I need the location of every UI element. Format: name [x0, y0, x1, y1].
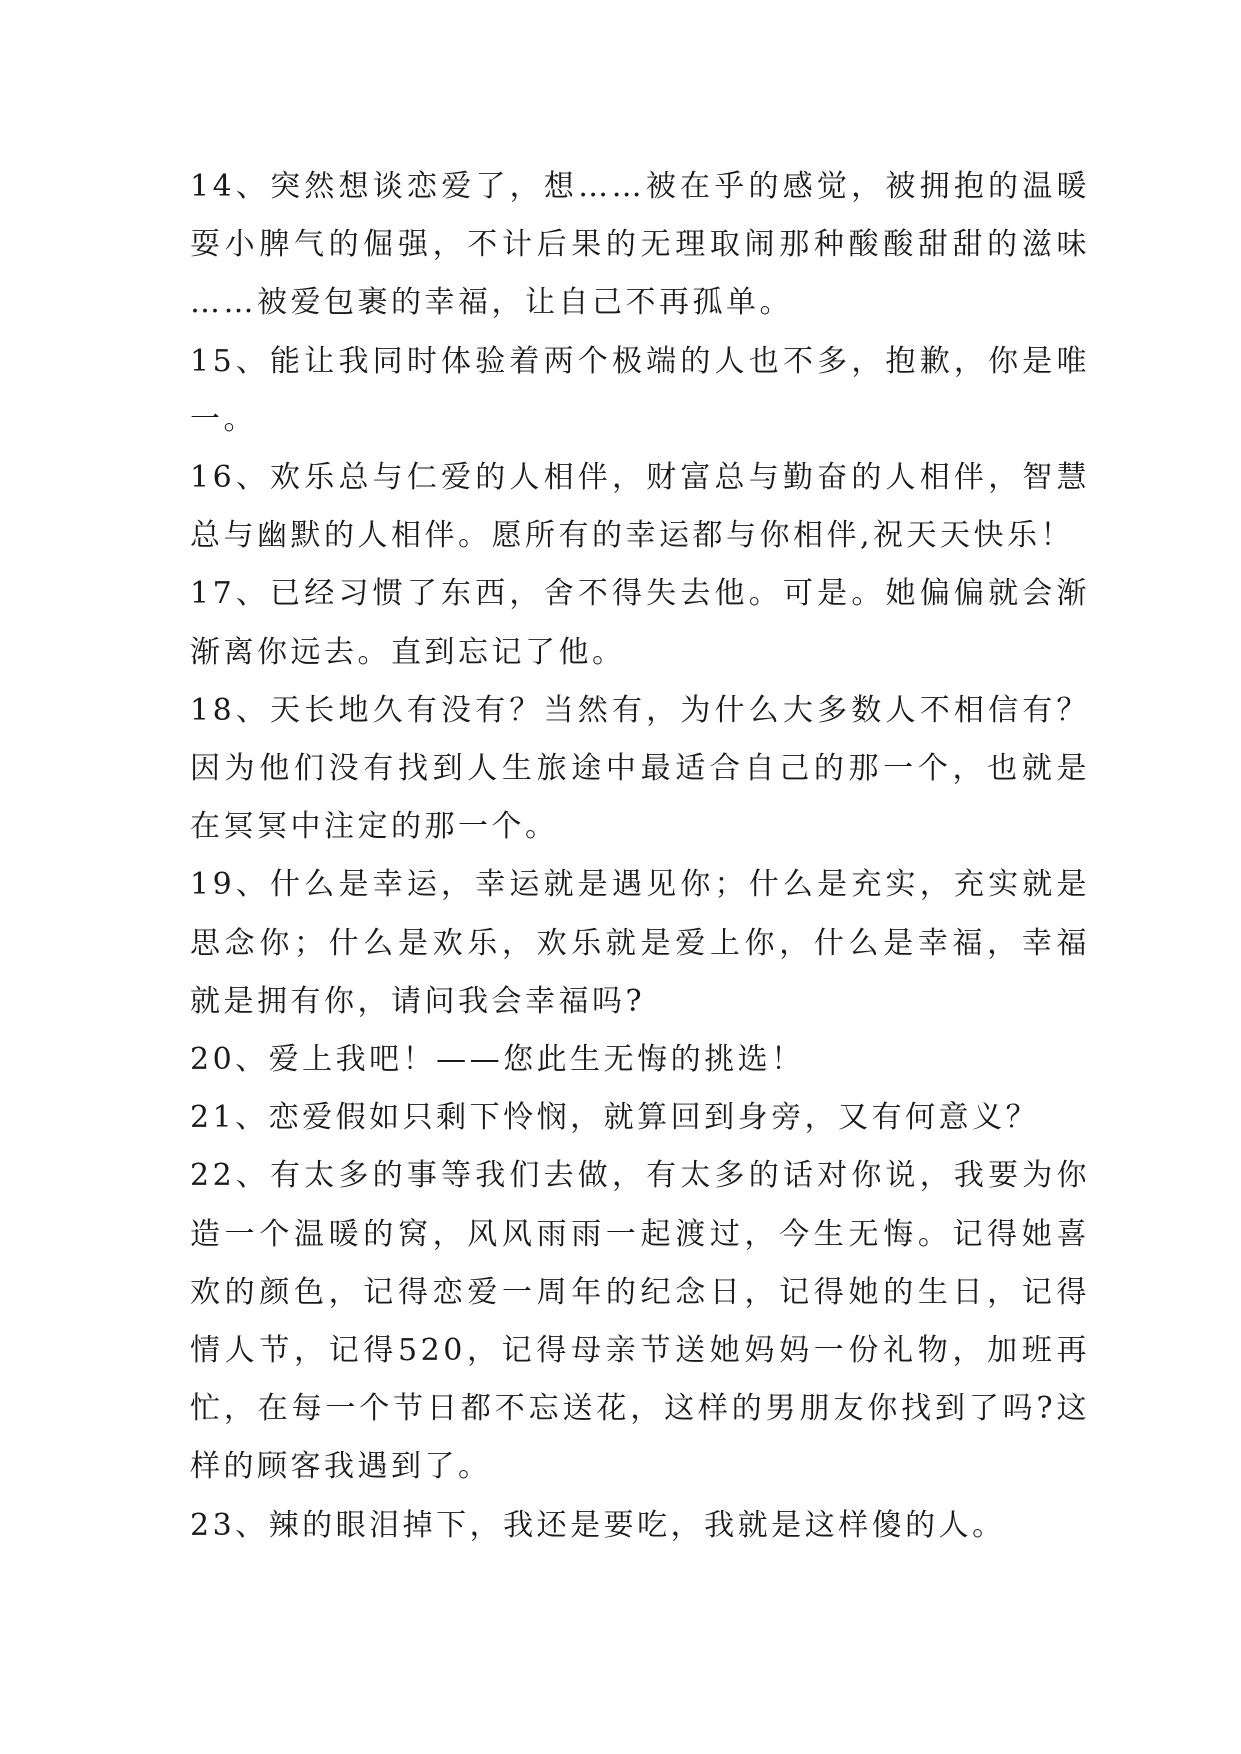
- entry-19: 19、什么是幸运，幸运就是遇见你；什么是充实，充实就是思念你；什么是欢乐，欢乐就是爱上你，什么是幸福，幸福就是拥有你，请问我会幸福吗?: [190, 867, 1090, 1019]
- entry-16: 16、欢乐总与仁爱的人相伴，财富总与勤奋的人相伴，智慧总与幽默的人相伴。愿所有的幸运都与你相伴,祝天天快乐！: [190, 460, 1090, 554]
- entry-17: 17、已经习惯了东西，舍不得失去他。可是。她偏偏就会渐渐离你远去。直到忘记了他。: [190, 576, 1090, 670]
- entry-18: 18、天长地久有没有？当然有，为什么大多数人不相信有？因为他们没有找到人生旅途中最适合自己的那一个，也就是在冥冥中注定的那一个。: [190, 692, 1090, 845]
- entry-23: 23、辣的眼泪掉下，我还是要吃，我就是这样傻的人。: [190, 1507, 1006, 1543]
- entry-15: 15、能让我同时体验着两个极端的人也不多，抱歉，你是唯一。: [190, 343, 1090, 437]
- entry-21: 21、恋爱假如只剩下怜悯，就算回到身旁，又有何意义？: [190, 1100, 1040, 1136]
- document-body: [190, 158, 1090, 1555]
- entry-20: 20、爱上我吧！——您此生无悔的挑选！: [190, 1042, 805, 1078]
- entry-22: 22、有太多的事等我们去做，有太多的话对你说，我要为你造一个温暖的窝，风风雨雨一起渡过，今生无悔。记得她喜欢的颜色，记得恋爱一周年的纪念日，记得她的生日，记得情人节，记得520，记得母亲节送她妈妈一份礼物，加班再忙，在每一个节日都不忘送花，这样的男朋友你找到了吗?这样的顾客我遇到了。: [190, 1158, 1090, 1485]
- entry-14: 14、突然想谈恋爱了，想……被在乎的感觉，被拥抱的温暖耍小脾气的倔强，不计后果的无理取闹那种酸酸甜甜的滋味……被爱包裹的幸福，让自己不再孤单。: [190, 169, 1090, 321]
